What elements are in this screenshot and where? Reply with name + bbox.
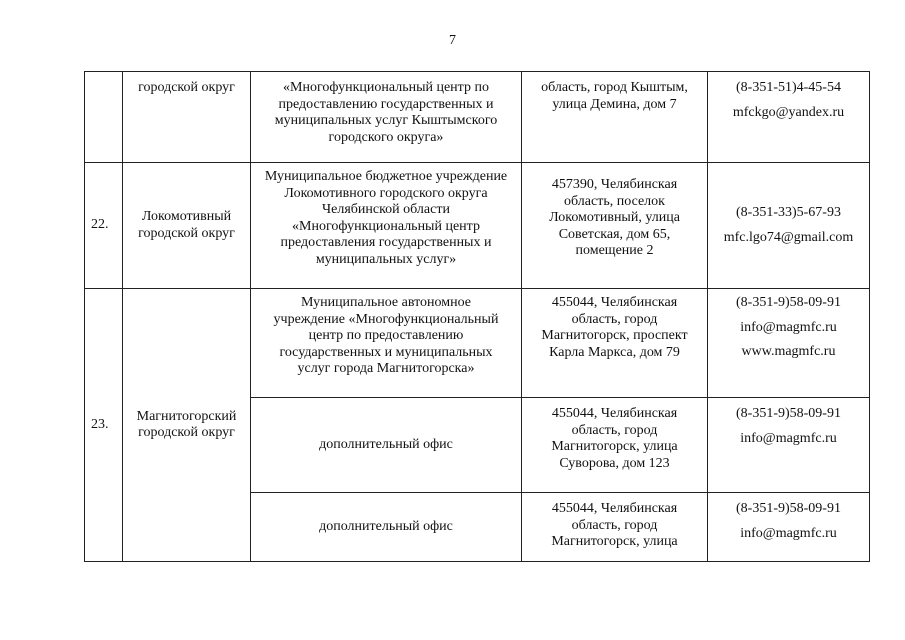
organization-line: дополнительный офис: [319, 518, 453, 534]
organization-line: городского округа»: [328, 129, 444, 145]
contacts-cell: [708, 289, 870, 398]
phone: (8-351-9)58-09-91: [736, 295, 841, 310]
address-line: Магнитогорск, улица: [551, 439, 678, 454]
organization-cell: [251, 398, 522, 493]
address-line: помещение 2: [575, 243, 654, 258]
organization-line: Локомотивного городского округа: [284, 185, 488, 201]
mfc-registry-table: [84, 71, 870, 562]
phone: (8-351-51)4-45-54: [736, 80, 841, 95]
address-line: Карла Маркса, дом 79: [549, 344, 680, 360]
email: mfc.lgo74@gmail.com: [723, 229, 854, 245]
address-line: улица Демина, дом 7: [552, 96, 677, 112]
address-line: 457390, Челябинская: [551, 177, 678, 192]
address-line: область, город: [571, 422, 658, 438]
address-line: 455044, Челябинская: [551, 406, 678, 421]
address-line: область, город Кыштым,: [541, 80, 688, 95]
organization-line: Муниципальное бюджетное учреждение: [264, 169, 508, 184]
address-cell: [522, 289, 708, 398]
email: info@magmfc.ru: [740, 525, 837, 541]
contacts-cell: [708, 493, 870, 562]
address-line: Магнитогорск, улица: [551, 534, 678, 549]
organization-line: «Многофункциональный центр по: [283, 80, 489, 95]
address-cell: [522, 163, 708, 289]
organization-line: услуг города Магнитогорска»: [297, 361, 475, 376]
municipality-line: городской округ: [138, 225, 235, 241]
row-number-cell: 23.: [85, 289, 123, 562]
contacts-cell: [708, 398, 870, 493]
website: www.magmfc.ru: [741, 344, 836, 359]
address-line: Суворова, дом 123: [559, 455, 670, 471]
email: info@magmfc.ru: [740, 430, 837, 446]
organization-line: муниципальных услуг»: [315, 251, 457, 267]
municipality-line: городской округ: [138, 425, 235, 440]
phone: (8-351-33)5-67-93: [736, 205, 841, 220]
email: mfckgo@yandex.ru: [732, 104, 845, 120]
organization-cell: [251, 72, 522, 163]
municipality-line: Локомотивный: [141, 209, 232, 224]
organization-line: государственных и муниципальных: [279, 344, 493, 360]
address-cell: [522, 72, 708, 163]
organization-line: Муниципальное автономное: [300, 295, 472, 310]
address-line: Локомотивный, улица: [549, 210, 680, 225]
address-line: Советская, дом 65,: [558, 226, 671, 242]
row-number-cell: [85, 72, 123, 163]
municipality-cell: [123, 289, 251, 562]
address-line: область, поселок: [564, 193, 665, 209]
table-row: [85, 163, 870, 289]
organization-cell: [251, 493, 522, 562]
table-row: [85, 289, 870, 398]
address-line: Магнитогорск, проспект: [541, 328, 688, 343]
table-row: [85, 72, 870, 163]
page-number: 7: [449, 33, 456, 48]
municipality-line: городской округ: [138, 80, 235, 95]
organization-cell: [251, 289, 522, 398]
address-line: 455044, Челябинская: [551, 501, 678, 516]
organization-line: «Многофункциональный центр: [292, 218, 480, 234]
email: info@magmfc.ru: [740, 319, 837, 335]
organization-line: Челябинской области: [322, 202, 450, 217]
organization-line: муниципальных услуг Кыштымского: [274, 113, 498, 128]
municipality-cell: [123, 72, 251, 163]
address-line: 455044, Челябинская: [551, 295, 678, 310]
organization-line: учреждение «Многофункциональный: [273, 311, 499, 327]
contacts-cell: [708, 163, 870, 289]
address-line: область, город: [571, 311, 658, 327]
phone: (8-351-9)58-09-91: [736, 501, 841, 516]
municipality-line: Магнитогорский: [136, 408, 237, 424]
address-line: область, город: [571, 517, 658, 533]
organization-line: предоставлению государственных и: [278, 96, 494, 112]
municipality-cell: [123, 163, 251, 289]
organization-line: предоставления государственных и: [280, 235, 492, 250]
row-number-cell: 22.: [85, 163, 123, 289]
contacts-cell: [708, 72, 870, 163]
organization-cell: [251, 163, 522, 289]
address-cell: [522, 398, 708, 493]
address-cell: [522, 493, 708, 562]
phone: (8-351-9)58-09-91: [736, 406, 841, 421]
organization-line: центр по предоставлению: [308, 328, 464, 343]
organization-line: дополнительный офис: [319, 436, 453, 452]
